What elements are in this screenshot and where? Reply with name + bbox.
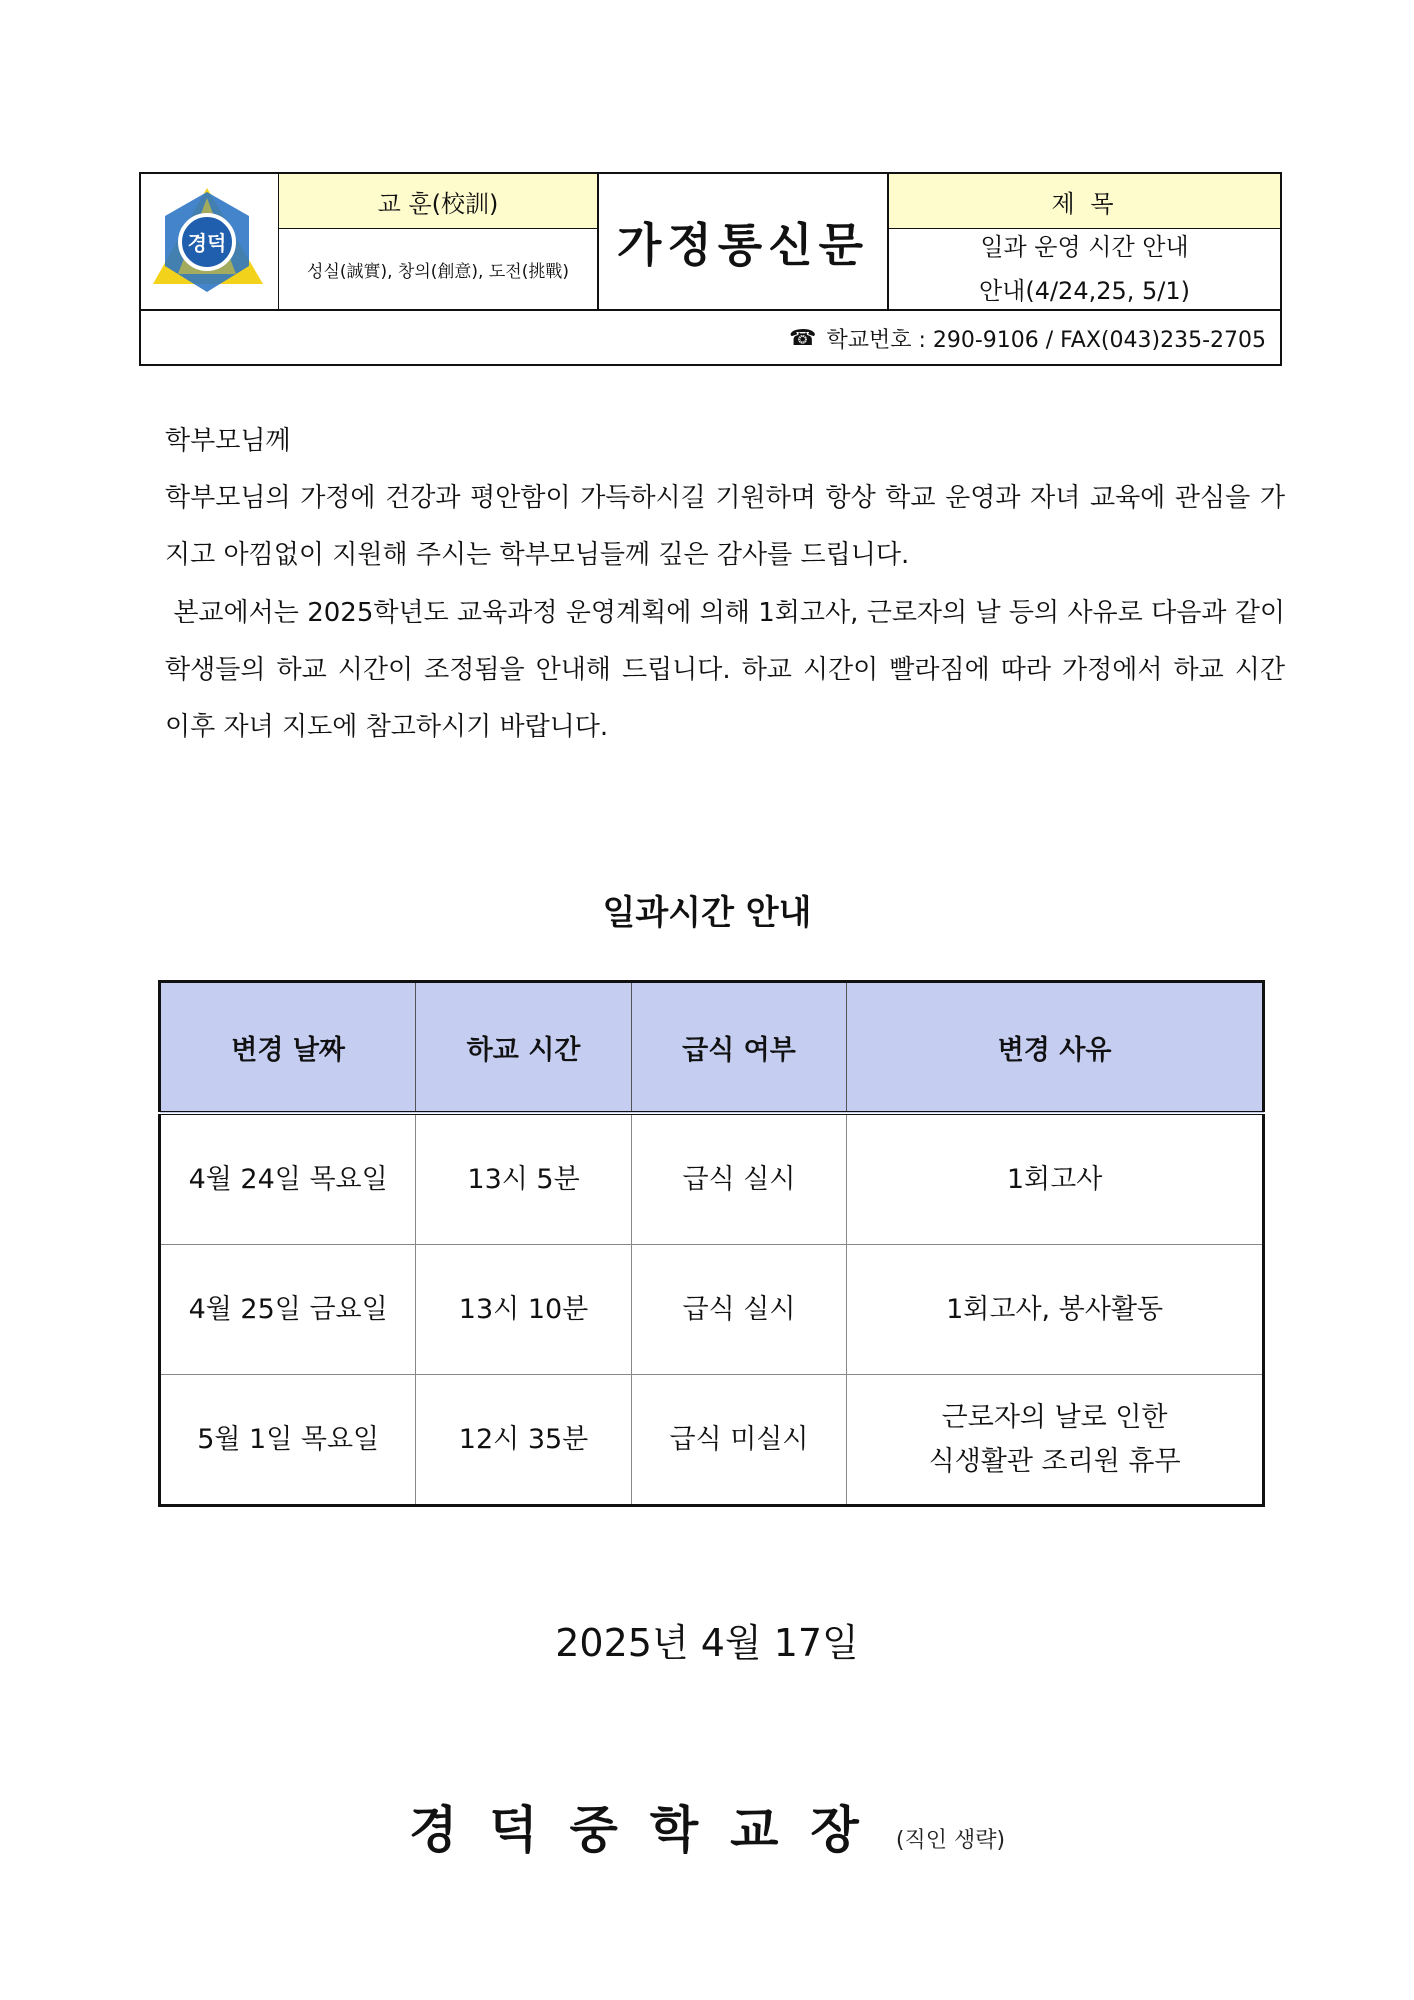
column-header: 급식 여부 — [631, 982, 846, 1114]
reason-cell — [847, 1245, 1264, 1375]
principal-name: 경덕중학교장 — [408, 1800, 891, 1859]
table-row — [160, 1113, 1264, 1245]
contact-text: 학교번호 : 290-9106 / FAX(043)235-2705 — [826, 328, 1266, 353]
table-header-row — [160, 982, 1264, 1114]
school-logo-cell — [141, 174, 279, 309]
seal-note: (직인 생략) — [895, 1828, 1006, 1853]
reason-line: 1회고사 — [1006, 1163, 1103, 1195]
subject-cell — [889, 174, 1280, 309]
reason-line: 1회고사, 봉사활동 — [946, 1293, 1164, 1325]
notice-header — [139, 172, 1282, 366]
motto-label: 교 훈(校訓) — [279, 174, 597, 229]
dismissal-time-cell: 12시 35분 — [416, 1375, 631, 1506]
subject-line-2: 안내(4/24,25, 5/1) — [978, 277, 1191, 305]
paragraph-2: 본교에서는 2025학년도 교육과정 운영계획에 의해 1회고사, 근로자의 날 등의 사유로 다음과 같이 학생들의 하교 시간이 조정됨을 안내해 드립니다. 하교 시간이 빨라짐에 따라 가정에서 하교 시간 이후 자녀 지도에 참고하시기 바랍니다. — [165, 598, 1294, 742]
reason-line: 근로자의 날로 인한 — [941, 1401, 1168, 1433]
subject-label: 제 목 — [889, 174, 1280, 229]
meal-cell: 급식 실시 — [631, 1245, 846, 1375]
column-header: 하교 시간 — [416, 982, 631, 1114]
contact-row — [141, 311, 1280, 366]
schedule-table — [158, 980, 1265, 1507]
meal-cell: 급식 미실시 — [631, 1375, 846, 1506]
phone-icon: ☎ — [789, 326, 817, 351]
subject-line-1: 일과 운영 시간 안내 — [980, 233, 1189, 261]
table-row — [160, 1245, 1264, 1375]
reason-cell — [847, 1113, 1264, 1245]
document-title: 가정통신문 — [599, 174, 889, 309]
subject-text — [889, 229, 1280, 309]
date-cell: 5월 1일 목요일 — [160, 1375, 416, 1506]
meal-cell: 급식 실시 — [631, 1113, 846, 1245]
reason-line: 식생활관 조리원 휴무 — [928, 1445, 1181, 1477]
logo-text: 경덕 — [187, 231, 227, 255]
dismissal-time-cell: 13시 5분 — [416, 1113, 631, 1245]
header-top-row — [141, 174, 1280, 311]
greeting: 학부모님께 — [165, 426, 291, 456]
column-header: 변경 날짜 — [160, 982, 416, 1114]
reason-cell — [847, 1375, 1264, 1506]
signature-line — [0, 1790, 1414, 1862]
school-motto-cell — [279, 174, 599, 309]
schedule-title: 일과시간 안내 — [602, 893, 812, 933]
motto-text: 성실(誠實), 창의(創意), 도전(挑戰) — [307, 261, 569, 282]
school-logo — [141, 174, 277, 309]
issue-date: 2025년 4월 17일 — [555, 1621, 859, 1665]
date-cell: 4월 24일 목요일 — [160, 1113, 416, 1245]
dismissal-time-cell: 13시 10분 — [416, 1245, 631, 1375]
column-header: 변경 사유 — [847, 982, 1264, 1114]
table-row — [160, 1375, 1264, 1506]
date-cell: 4월 25일 금요일 — [160, 1245, 416, 1375]
paragraph-1: 학부모님의 가정에 건강과 평안함이 가득하시길 기원하며 항상 학교 운영과 자녀 교육에 관심을 가지고 아낌없이 지원해 주시는 학부모님들께 깊은 감사를 드립니다. — [165, 483, 1285, 570]
